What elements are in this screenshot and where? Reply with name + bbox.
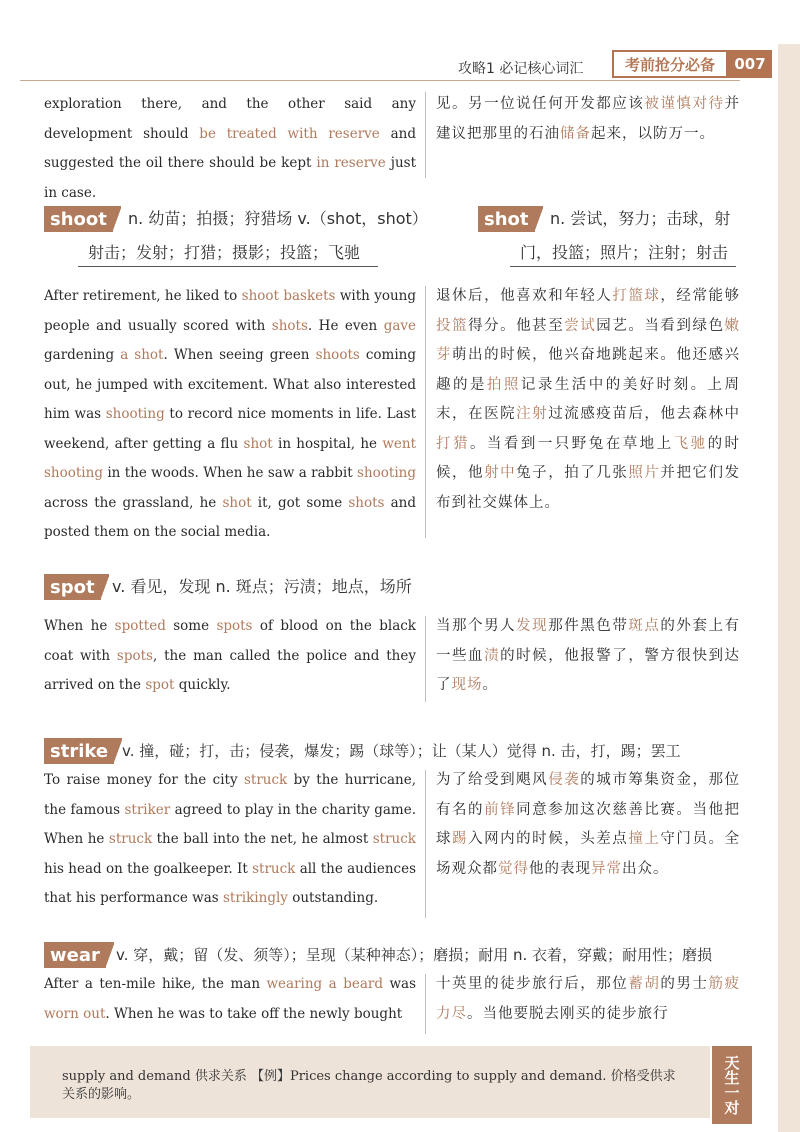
page-number: 007: [728, 50, 772, 78]
header-divider: [20, 80, 740, 81]
page-top-margin: [0, 0, 800, 46]
shoot-definition-line2: 射击；发射；打猎；摄影；投篮；飞驰: [88, 243, 361, 262]
wear-english-passage: After a ten-mile hike, the man wearing a beard was worn out. When he was to take off the newly bought: [44, 976, 416, 1022]
footer-phrase-text: supply and demand 供求关系 【例】Prices change according to supply and demand. 价格受供求关系的影响。: [62, 1069, 676, 1102]
spot-english-passage: When he spotted some spots of blood on the black coat with spots, the man called the police and they arrived on the spot quickly.: [44, 618, 416, 693]
shoot-definition-underline: [78, 266, 378, 267]
column-divider: [425, 974, 426, 1034]
wear-chinese-passage: 十英里的徒步旅行后，那位蓄胡的男士筋疲力尽。当他要脱去刚买的徒步旅行: [436, 976, 741, 1022]
shot-definition-underline: [510, 266, 736, 267]
word-tag-shot: shot: [478, 206, 535, 232]
shot-definition-line1: n. 尝试，努力；击球，射: [550, 209, 731, 228]
column-divider: [425, 616, 426, 702]
strike-chinese-passage: 为了给受到飓风侵袭的城市筹集资金，那位有名的前锋同意参加这次慈善比赛。当他把球踢入网内的时候，头差点撞上守门员。全场观众都觉得他的表现异常出众。: [436, 772, 741, 877]
strike-english-passage: To raise money for the city struck by the hurricane, the famous striker agreed to play in the charity game. When he struck the ball into the net, he almost struck his head on the goalkeeper. It struck all the audiences that his performance was strikingly outstanding.: [44, 772, 416, 906]
section-title: 攻略1 必记核心词汇: [458, 61, 584, 77]
side-tab: 天生一对: [712, 1046, 752, 1124]
word-tag-wear: wear: [44, 942, 106, 968]
wear-definition: v. 穿，戴；留（发、须等）；呈现（某种神态）；磨损；耐用 n. 衣着，穿戴；耐用性；磨损: [116, 946, 713, 964]
shot-definition-line2: 门，投篮；照片；注射；射击: [520, 243, 729, 262]
top-chinese-text: 见。另一位说任何开发都应该被谨慎对待并建议把那里的石油储备起来，以防万一。: [436, 96, 741, 142]
word-tag-strike: strike: [44, 738, 114, 764]
shoot-chinese-passage: 退休后，他喜欢和年轻人打篮球，经常能够投篮得分。他甚至尝试园艺。当看到绿色嫩芽萌出的时候，他兴奋地跳起来。他还感兴趣的是拍照记录生活中的美好时刻。上周末，在医院注射过流感疫苗后，他去森林中打猎。当看到一只野兔在草地上飞驰的时候，他射中兔子，拍了几张照片并把它们发布到社交媒体上。: [436, 288, 741, 511]
spot-chinese-passage: 当那个男人发现那件黑色带斑点的外套上有一些血渍的时候，他报警了，警方很快到达了现场。: [436, 618, 741, 693]
top-english-text: exploration there, and the other said any development should be treated with reserve and suggested the oil there should be kept in reserve just in case.: [44, 96, 417, 201]
page-edge-strip: [778, 44, 800, 1132]
spot-definition: v. 看见，发现 n. 斑点；污渍；地点，场所: [112, 577, 412, 596]
word-tag-spot: spot: [44, 574, 101, 600]
header-badge: 考前抢分必备: [612, 50, 728, 78]
word-tag-shoot: shoot: [44, 206, 113, 232]
column-divider: [425, 770, 426, 918]
column-divider: [425, 92, 426, 178]
shoot-english-passage: After retirement, he liked to shoot baskets with young people and usually scored with shots. He even gave gardening a shot. When seeing green shoots coming out, he jumped with excitement. What also interested him was shooting to record nice moments in life. Last weekend, after getting a flu shot in hospital, he went shooting in the woods. When he saw a rabbit shooting across the grassland, he shot it, got some shots and posted them on the social media.: [44, 288, 416, 540]
strike-definition: v. 撞，碰；打，击；侵袭，爆发；踢（球等）；让（某人）觉得 n. 击，打，踢；罢工: [122, 742, 681, 760]
shoot-definition-line1: n. 幼苗；拍摄；狩猎场 v.（shot，shot）: [128, 209, 428, 228]
column-divider: [425, 286, 426, 538]
